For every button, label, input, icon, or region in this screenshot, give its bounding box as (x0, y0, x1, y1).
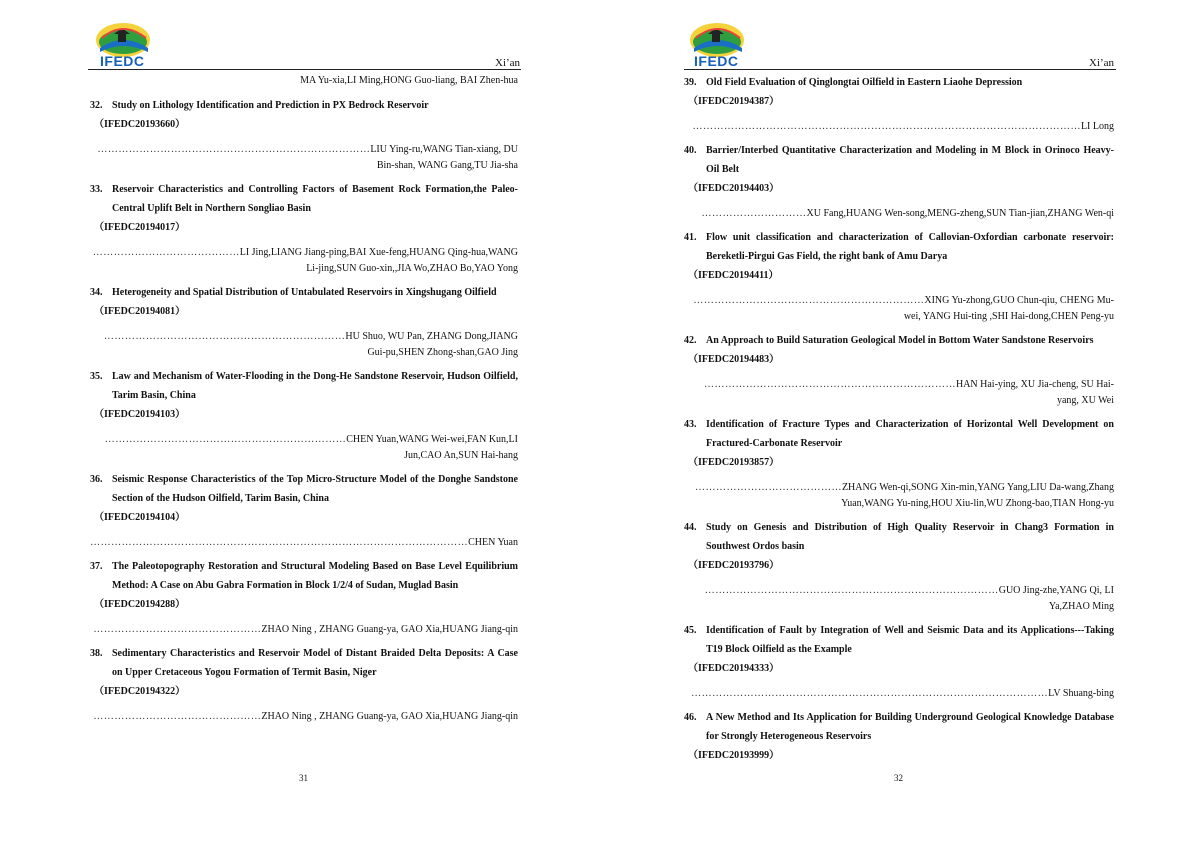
entry-42 (684, 331, 1114, 409)
entry-title: Sedimentary Characteristics and Reservoir Model of Distant Braided Delta Deposits: A Case on Upper Cretaceous Yogou Formation of Termit Basin, Niger (112, 648, 518, 678)
entry-id: （IFEDC20194333） (688, 663, 780, 674)
entry-number: 36. (90, 474, 103, 485)
entry-authors-text: HU Shuo, WU Pan, ZHANG Dong,JIANG Gui-pu,SHEN Zhong-shan,GAO Jing (345, 331, 518, 358)
entry-id: （IFEDC20193796） (688, 560, 780, 571)
entry-authors: ……………………………………………………………CHEN Yuan,WANG Wei-wei,FAN Kun,LI Jun,CAO An,SUN Hai-hang (104, 434, 518, 461)
entry-id: （IFEDC20194322） (94, 686, 186, 697)
page-number: 31 (299, 773, 308, 783)
entry-40 (684, 141, 1114, 222)
entry-number: 32. (90, 100, 103, 111)
entry-authors-text: XING Yu-zhong,GUO Chun-qiu, CHENG Mu-wei, YANG Hui-ting ,SHI Hai-dong,CHEN Peng-yu (903, 295, 1114, 322)
entry-35 (90, 367, 518, 464)
entry-authors-text: LV Shuang-bing (1048, 688, 1114, 699)
entry-number: 45. (684, 625, 697, 636)
entry-authors-text: CHEN Yuan (468, 537, 518, 548)
entry-id: （IFEDC20193999） (688, 750, 780, 761)
entry-id: （IFEDC20194411） (688, 270, 779, 281)
entry-title: Identification of Fault by Integration of Well and Seismic Data and its Applications---Taking T19 Block Oilfield as the Example (706, 625, 1114, 655)
entry-authors: …………………………………………………………………………………………LV Shuang-bing (691, 688, 1114, 699)
entry-id: （IFEDC20194387） (688, 96, 780, 107)
entry-authors-text: HAN Hai-ying, XU Jia-cheng, SU Hai-yang, XU Wei (955, 379, 1114, 406)
entry-title: An Approach to Build Saturation Geological Model in Bottom Water Sandstone Reservoirs (706, 335, 1094, 346)
entry-authors: …………………………………………ZHAO Ning , ZHANG Guang-ya, GAO Xia,HUANG Jiang-qin (93, 711, 518, 722)
entry-number: 46. (684, 712, 697, 723)
entry-authors-text: ZHANG Wen-qi,SONG Xin-min,YANG Yang,LIU Da-wang,Zhang Yuan,WANG Yu-ning,HOU Xiu-lin,WU Zhong-bao,TIAN Hong-yu (841, 482, 1114, 509)
entry-33 (90, 180, 518, 277)
entry-title: Law and Mechanism of Water-Flooding in the Dong-He Sandstone Reservoir, Hudson Oilfield, Tarim Basin, China (112, 371, 518, 401)
header-rule (684, 69, 1116, 70)
entry-authors-text: XU Fang,HUANG Wen-song,MENG-zheng,SUN Tian-jian,ZHANG Wen-qi (806, 208, 1114, 219)
entry-authors: …………………………XU Fang,HUANG Wen-song,MENG-zheng,SUN Tian-jian,ZHANG Wen-qi (701, 208, 1114, 219)
entry-title: The Paleotopography Restoration and Structural Modeling Based on Base Level Equilibrium Method: A Case on Abu Gabra Formation in Block 1/2/4 of Sudan, Muglad Basin (112, 561, 518, 591)
header-city: Xi’an (1089, 57, 1115, 69)
entry-authors-text: CHEN Yuan,WANG Wei-wei,FAN Kun,LI Jun,CAO An,SUN Hai-hang (346, 434, 518, 461)
logo-text: IFEDC (694, 53, 739, 69)
continued-authors: MA Yu-xia,LI Ming,HONG Guo-liang, BAI Zhen-hua (300, 75, 518, 86)
entry-44 (684, 518, 1114, 615)
entry-authors-text: LIU Ying-ru,WANG Tian-xiang, DU Bin-shan, WANG Gang,TU Jia-sha (370, 144, 518, 171)
entry-title: Study on Genesis and Distribution of High Quality Reservoir in Chang3 Formation in Southwest Ordos basin (706, 522, 1114, 552)
ifedc-logo (686, 20, 748, 72)
entry-authors-text: ZHAO Ning , ZHANG Guang-ya, GAO Xia,HUANG Jiang-qin (261, 624, 518, 635)
entry-id: （IFEDC20194483） (688, 354, 780, 365)
entry-37 (90, 557, 518, 638)
entry-title: Identification of Fracture Types and Characterization of Horizontal Well Development on Fractured-Carbonate Reservoir (706, 419, 1114, 449)
entry-authors-text: ZHAO Ning , ZHANG Guang-ya, GAO Xia,HUANG Jiang-qin (261, 711, 518, 722)
entry-41 (684, 228, 1114, 325)
entry-number: 44. (684, 522, 697, 533)
entry-number: 43. (684, 419, 697, 430)
entry-title: Old Field Evaluation of Qinglongtai Oilfield in Eastern Liaohe Depression (706, 77, 1023, 88)
entry-title: Seismic Response Characteristics of the Top Micro-Structure Model of the Donghe Sandstone Section of the Hudson Oilfield, Tarim Basin, China (112, 474, 518, 504)
entry-number: 41. (684, 232, 697, 243)
ifedc-logo (92, 20, 154, 72)
entry-number: 33. (90, 184, 103, 195)
entry-authors: ………………………………………………………………………………………………CHEN Yuan (90, 537, 518, 548)
entry-title: Barrier/Interbed Quantitative Characterization and Modeling in M Block in Orinoco Heavy-Oil Belt (706, 145, 1114, 175)
right-page (596, 0, 1192, 842)
entry-number: 37. (90, 561, 103, 572)
entry-id: （IFEDC20194403） (688, 183, 780, 194)
entry-title: Flow unit classification and characterization of Callovian-Oxfordian carbonate reservoir: Bereketli-Pirgui Gas Field, the right bank of Amu Darya (706, 232, 1114, 262)
right-entries (684, 73, 1114, 765)
entry-authors-text: GUO Jing-zhe,YANG Qi, LI Ya,ZHAO Ming (998, 585, 1114, 612)
entry-43 (684, 415, 1114, 512)
entry-authors: ………………………………………………………………HAN Hai-ying, XU Jia-cheng, SU Hai-yang, XU Wei (703, 379, 1114, 406)
entry-32 (90, 96, 518, 174)
entry-authors-text: LI Long (1080, 121, 1114, 132)
entry-34 (90, 283, 518, 361)
entry-number: 40. (684, 145, 697, 156)
entry-id: （IFEDC20193857） (688, 457, 780, 468)
entry-39 (684, 73, 1114, 135)
entry-id: （IFEDC20194103） (94, 409, 186, 420)
entry-authors: ……………………………………ZHANG Wen-qi,SONG Xin-min,YANG Yang,LIU Da-wang,Zhang Yuan,WANG Yu-ning,HOU Xiu-lin,WU Zhong-bao,TIAN Hong-yu (694, 482, 1114, 509)
logo-text: IFEDC (100, 53, 145, 69)
entry-38 (90, 644, 518, 725)
entry-number: 42. (684, 335, 697, 346)
entry-number: 35. (90, 371, 103, 382)
entry-45 (684, 621, 1114, 702)
entry-authors: ……………………………………LI Jing,LIANG Jiang-ping,BAI Xue-feng,HUANG Qing-hua,WANG Li-jing,SUN Guo-xin,,JIA Wo,ZHAO Bo,YAO Yong (92, 247, 518, 274)
page-number: 32 (894, 773, 903, 783)
entry-authors: ……………………………………………………………………LIU Ying-ru,WANG Tian-xiang, DU Bin-shan, WANG Gang,TU Jia-sha (97, 144, 518, 171)
left-entries (90, 73, 518, 731)
entry-title: A New Method and Its Application for Building Underground Geological Knowledge Database for Strongly Heterogeneous Reservoirs (706, 712, 1114, 742)
entry-id: （IFEDC20194104） (94, 512, 186, 523)
entry-authors: …………………………………………ZHAO Ning , ZHANG Guang-ya, GAO Xia,HUANG Jiang-qin (93, 624, 518, 635)
entry-authors-text: LI Jing,LIANG Jiang-ping,BAI Xue-feng,HUANG Qing-hua,WANG Li-jing,SUN Guo-xin,,JIA Wo,ZHAO Bo,YAO Yong (239, 247, 518, 274)
header-city: Xi’an (495, 57, 521, 69)
entry-title: Study on Lithology Identification and Prediction in PX Bedrock Reservoir (112, 100, 429, 111)
entry-number: 34. (90, 287, 103, 298)
entry-46 (684, 708, 1114, 765)
entry-id: （IFEDC20193660） (94, 119, 186, 130)
entry-number: 38. (90, 648, 103, 659)
entry-title: Heterogeneity and Spatial Distribution of Untabulated Reservoirs in Xingshugang Oilfield (112, 287, 497, 298)
entry-id: （IFEDC20194017） (94, 222, 186, 233)
entry-id: （IFEDC20194081） (94, 306, 186, 317)
entry-36 (90, 470, 518, 551)
entry-id: （IFEDC20194288） (94, 599, 186, 610)
entry-authors: …………………………………………………………XING Yu-zhong,GUO Chun-qiu, CHENG Mu-wei, YANG Hui-ting ,SHI Hai-dong,CHEN Peng-yu (693, 295, 1114, 322)
header-rule (88, 69, 521, 70)
entry-authors: …………………………………………………………………………GUO Jing-zhe,YANG Qi, LI Ya,ZHAO Ming (704, 585, 1114, 612)
entry-authors: …………………………………………………………………………………………………LI Long (692, 121, 1114, 132)
entry-number: 39. (684, 77, 697, 88)
entry-authors: ……………………………………………………………HU Shuo, WU Pan, ZHANG Dong,JIANG Gui-pu,SHEN Zhong-shan,GAO Jing (103, 331, 518, 358)
entry-title: Reservoir Characteristics and Controlling Factors of Basement Rock Formation,the Paleo-Central Uplift Belt in Northern Songliao Basin (112, 184, 518, 214)
